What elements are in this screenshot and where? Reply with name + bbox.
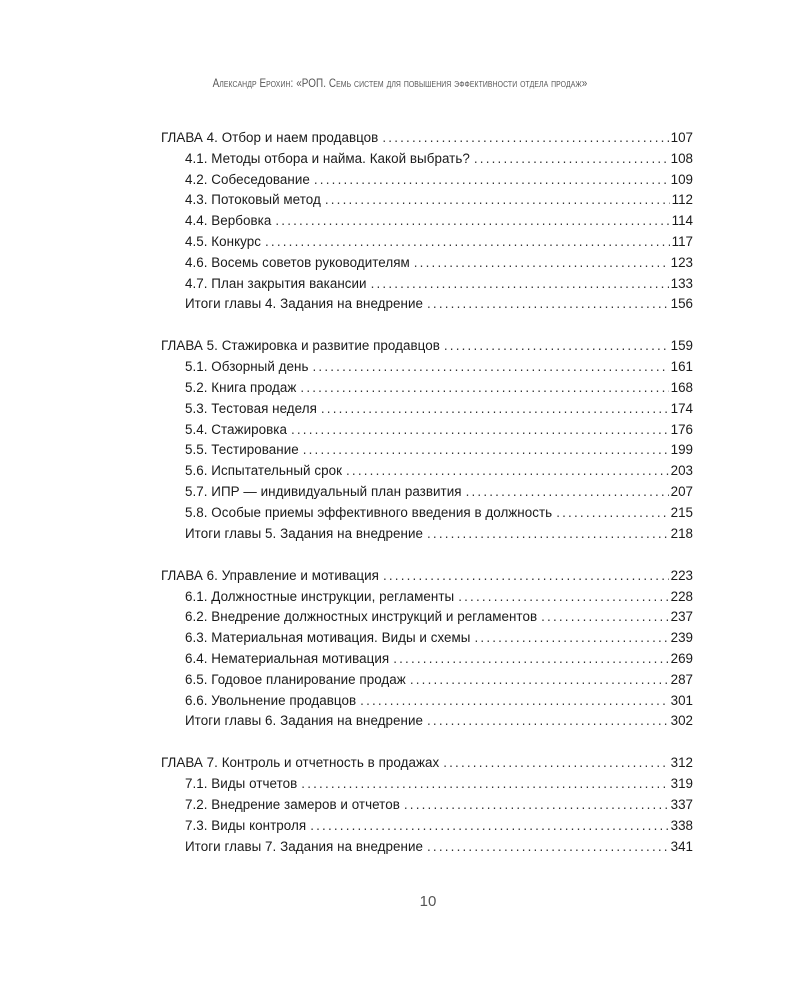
dot-leader bbox=[427, 711, 669, 732]
running-header: Александр Ерохин: «РОП. Семь систем для повышения эффективности отдела продаж» bbox=[212, 78, 588, 90]
entry-title: 7.3. Виды контроля bbox=[185, 817, 307, 833]
entry-title: 6.1. Должностные инструкции, регламенты bbox=[185, 588, 455, 604]
toc-entry[interactable] bbox=[161, 294, 693, 315]
entry-title: 4.2. Собеседование bbox=[185, 171, 310, 187]
entry-title: 4.4. Вербовка bbox=[185, 213, 272, 229]
entry-title: 4.1. Методы отбора и найма. Какой выбрать? bbox=[185, 150, 470, 166]
chapter-title: ГЛАВА 4. Отбор и наем продавцов bbox=[161, 130, 379, 145]
toc-entry[interactable] bbox=[161, 524, 693, 545]
entry-title: 5.4. Стажировка bbox=[185, 421, 287, 437]
table-of-contents bbox=[161, 128, 693, 879]
entry-title: 6.6. Увольнение продавцов bbox=[185, 692, 357, 708]
dot-leader bbox=[414, 253, 669, 274]
toc-entry[interactable] bbox=[161, 440, 693, 461]
chapter-6 bbox=[161, 566, 693, 732]
chapter-title: ГЛАВА 7. Контроль и отчетность в продажах bbox=[161, 755, 440, 771]
entry-page: 218 bbox=[670, 525, 693, 541]
entry-page: 302 bbox=[670, 713, 693, 729]
entry-title: 6.3. Материальная мотивация. Виды и схемы bbox=[185, 630, 471, 646]
entry-page: 161 bbox=[670, 359, 693, 375]
dot-leader bbox=[291, 420, 669, 441]
dot-leader bbox=[474, 628, 668, 649]
dot-leader bbox=[556, 503, 668, 524]
entry-page: 301 bbox=[670, 692, 693, 708]
toc-entry[interactable] bbox=[161, 503, 693, 524]
entry-page: 239 bbox=[670, 630, 693, 646]
chapter-title: ГЛАВА 6. Управление и мотивация bbox=[161, 567, 379, 583]
dot-leader bbox=[466, 482, 669, 503]
entry-page: 203 bbox=[670, 463, 693, 479]
chapter-page: 159 bbox=[670, 338, 693, 354]
entry-title: 5.7. ИПР — индивидуальный план развития bbox=[185, 484, 462, 500]
dot-leader bbox=[275, 211, 669, 232]
entry-title: 6.5. Годовое планирование продаж bbox=[185, 671, 406, 687]
dot-leader bbox=[474, 149, 669, 170]
dot-leader bbox=[360, 691, 669, 712]
chapter-heading[interactable] bbox=[161, 128, 693, 149]
toc-entry[interactable] bbox=[161, 711, 693, 732]
dot-leader bbox=[346, 461, 669, 482]
dot-leader bbox=[427, 837, 669, 858]
entry-page: 174 bbox=[670, 400, 693, 416]
toc-entry[interactable] bbox=[161, 774, 693, 795]
chapter-5 bbox=[161, 336, 693, 544]
chapter-page: 223 bbox=[670, 567, 693, 583]
entry-page: 112 bbox=[671, 192, 693, 208]
entry-title: 4.6. Восемь советов руководителям bbox=[185, 254, 410, 270]
toc-entry[interactable] bbox=[161, 795, 693, 816]
dot-leader bbox=[314, 170, 669, 191]
toc-entry[interactable] bbox=[161, 378, 693, 399]
entry-title: Итоги главы 5. Задания на внедрение bbox=[185, 525, 423, 541]
toc-entry[interactable] bbox=[161, 482, 693, 503]
dot-leader bbox=[458, 587, 668, 608]
entry-page: 168 bbox=[670, 380, 693, 396]
dot-leader bbox=[404, 795, 669, 816]
entry-page: 237 bbox=[670, 609, 693, 625]
entry-title: 5.8. Особые приемы эффективного введения в должность bbox=[185, 504, 553, 520]
dot-leader bbox=[393, 649, 668, 670]
toc-entry[interactable] bbox=[161, 253, 693, 274]
toc-entry[interactable] bbox=[161, 274, 693, 295]
toc-entry[interactable] bbox=[161, 837, 693, 858]
entry-page: 117 bbox=[671, 233, 693, 249]
dot-leader bbox=[300, 378, 668, 399]
dot-leader bbox=[325, 190, 670, 211]
entry-page: 215 bbox=[670, 504, 693, 520]
toc-entry[interactable] bbox=[161, 357, 693, 378]
dot-leader bbox=[427, 294, 669, 315]
entry-page: 133 bbox=[670, 275, 693, 291]
toc-entry[interactable] bbox=[161, 420, 693, 441]
dot-leader bbox=[541, 607, 669, 628]
chapter-page: 312 bbox=[670, 755, 693, 771]
chapter-title: ГЛАВА 5. Стажировка и развитие продавцов bbox=[161, 338, 440, 354]
entry-title: 5.6. Испытательный срок bbox=[185, 463, 342, 479]
toc-entry[interactable] bbox=[161, 628, 693, 649]
dot-leader bbox=[382, 128, 668, 149]
entry-title: 6.2. Внедрение должностных инструкций и регламентов bbox=[185, 609, 538, 625]
entry-page: 287 bbox=[670, 671, 693, 687]
page-number: 10 bbox=[419, 893, 437, 910]
entry-page: 228 bbox=[670, 588, 693, 604]
chapter-heading[interactable] bbox=[161, 566, 693, 587]
entry-page: 156 bbox=[670, 296, 693, 312]
entry-page: 114 bbox=[671, 213, 693, 229]
dot-leader bbox=[410, 670, 669, 691]
entry-page: 341 bbox=[670, 838, 693, 854]
dot-leader bbox=[301, 774, 668, 795]
dot-leader bbox=[444, 336, 669, 357]
toc-entry[interactable] bbox=[161, 816, 693, 837]
dot-leader bbox=[321, 399, 669, 420]
entry-title: Итоги главы 4. Задания на внедрение bbox=[185, 296, 423, 312]
entry-page: 207 bbox=[670, 484, 693, 500]
toc-entry[interactable] bbox=[161, 170, 693, 191]
dot-leader bbox=[303, 440, 669, 461]
entry-title: 4.7. План закрытия вакансии bbox=[185, 275, 367, 291]
toc-entry[interactable] bbox=[161, 649, 693, 670]
entry-page: 108 bbox=[670, 150, 693, 166]
entry-page: 337 bbox=[670, 797, 693, 812]
toc-entry[interactable] bbox=[161, 399, 693, 420]
entry-page: 176 bbox=[670, 421, 693, 437]
entry-page: 109 bbox=[670, 171, 693, 187]
entry-page: 338 bbox=[670, 817, 693, 833]
entry-page: 199 bbox=[670, 442, 693, 458]
entry-page: 319 bbox=[670, 776, 693, 792]
dot-leader bbox=[312, 357, 668, 378]
chapter-heading[interactable] bbox=[161, 336, 693, 357]
toc-entry[interactable] bbox=[161, 232, 693, 253]
entry-title: 4.5. Конкурс bbox=[185, 233, 261, 249]
toc-entry[interactable] bbox=[161, 211, 693, 232]
dot-leader bbox=[443, 753, 668, 774]
entry-title: Итоги главы 7. Задания на внедрение bbox=[185, 838, 423, 854]
entry-title: 5.2. Книга продаж bbox=[185, 380, 297, 396]
chapter-heading[interactable] bbox=[161, 753, 693, 774]
entry-title: 7.2. Внедрение замеров и отчетов bbox=[185, 797, 400, 812]
entry-title: 4.3. Потоковый метод bbox=[185, 192, 321, 208]
toc-entry[interactable] bbox=[161, 670, 693, 691]
toc-entry[interactable] bbox=[161, 587, 693, 608]
dot-leader bbox=[427, 524, 669, 545]
toc-entry[interactable] bbox=[161, 691, 693, 712]
entry-title: 5.5. Тестирование bbox=[185, 442, 299, 458]
toc-entry[interactable] bbox=[161, 607, 693, 628]
entry-title: 6.4. Нематериальная мотивация bbox=[185, 650, 390, 666]
chapter-page: 107 bbox=[670, 130, 693, 145]
entry-title: Итоги главы 6. Задания на внедрение bbox=[185, 713, 423, 729]
dot-leader bbox=[265, 232, 670, 253]
chapter-4 bbox=[161, 128, 693, 315]
entry-page: 269 bbox=[670, 650, 693, 666]
entry-title: 7.1. Виды отчетов bbox=[185, 776, 298, 792]
entry-title: 5.1. Обзорный день bbox=[185, 359, 309, 375]
dot-leader bbox=[371, 274, 669, 295]
chapter-7 bbox=[161, 753, 693, 857]
entry-page: 123 bbox=[670, 254, 693, 270]
toc-entry[interactable] bbox=[161, 149, 693, 170]
entry-title: 5.3. Тестовая неделя bbox=[185, 400, 317, 416]
dot-leader bbox=[310, 816, 668, 837]
dot-leader bbox=[383, 566, 669, 587]
toc-entry[interactable] bbox=[161, 461, 693, 482]
toc-entry[interactable] bbox=[161, 190, 693, 211]
